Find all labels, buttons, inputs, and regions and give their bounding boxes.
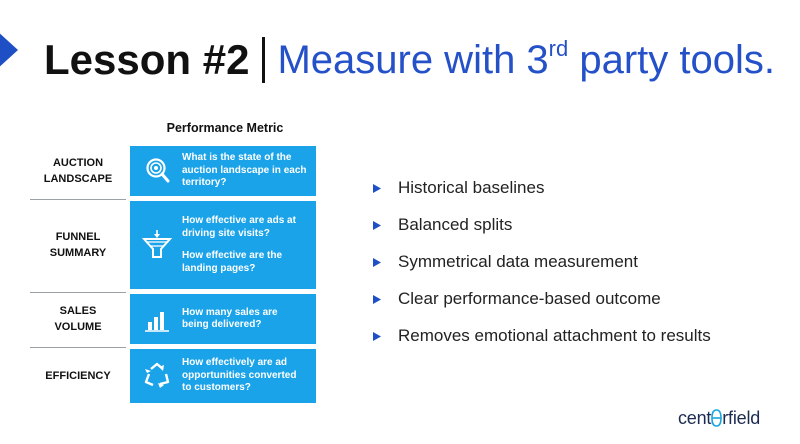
bullet-item bbox=[373, 214, 711, 236]
bullet-item bbox=[373, 325, 711, 347]
logo-e-mark-icon bbox=[711, 409, 722, 427]
page-title bbox=[44, 32, 775, 88]
bullet-arrow-icon bbox=[373, 332, 381, 341]
recycle-icon bbox=[142, 361, 172, 391]
subtitle-post: party tools. bbox=[568, 37, 775, 82]
logo-text-pre: cent bbox=[678, 408, 712, 428]
metric-text-sales: How many sales are being delivered? bbox=[182, 306, 278, 330]
metric-label-efficiency: EFFICIENCY bbox=[45, 370, 111, 382]
metric-box-auction bbox=[130, 146, 316, 196]
metric-label-sales: SALES VOLUME bbox=[54, 305, 102, 333]
corner-arrow-icon bbox=[0, 30, 18, 70]
bullet-text: Symmetrical data measurement bbox=[398, 252, 638, 271]
metric-divider bbox=[30, 347, 126, 348]
magnifier-icon bbox=[142, 156, 172, 186]
subtitle-sup: rd bbox=[548, 36, 569, 62]
bullet-text: Removes emotional attachment to results bbox=[398, 326, 711, 345]
metric-header: Performance Metric bbox=[166, 121, 284, 135]
bullet-item bbox=[373, 288, 711, 310]
metric-text-auction: What is the state of the auction landscape in each territory? bbox=[182, 152, 307, 189]
title-lesson: Lesson #2 bbox=[44, 36, 250, 83]
bullet-item bbox=[373, 251, 711, 273]
metric-box-sales bbox=[130, 294, 316, 344]
centerfield-logo bbox=[678, 408, 760, 429]
title-subtitle bbox=[277, 38, 775, 83]
metric-divider bbox=[30, 292, 126, 293]
metric-label-funnel: FUNNEL SUMMARY bbox=[49, 231, 107, 259]
bullet-text: Clear performance-based outcome bbox=[398, 289, 661, 308]
bullet-text: Balanced splits bbox=[398, 215, 513, 234]
subtitle-pre: Measure with 3 bbox=[277, 37, 549, 82]
metric-divider bbox=[30, 199, 126, 200]
bullet-arrow-icon bbox=[373, 258, 381, 267]
bullet-arrow-icon bbox=[373, 184, 381, 193]
bullet-list bbox=[373, 177, 711, 362]
funnel-icon bbox=[142, 230, 172, 260]
bullet-item bbox=[373, 177, 711, 199]
metric-text-funnel-2: How effective are the landing pages? bbox=[182, 250, 283, 274]
bullet-arrow-icon bbox=[373, 295, 381, 304]
metric-label-auction: AUCTION LANDSCAPE bbox=[43, 157, 113, 185]
title-separator bbox=[262, 37, 265, 83]
bullet-text: Historical baselines bbox=[398, 178, 545, 197]
metric-text-efficiency: How effectively are ad opportunities converted to customers? bbox=[182, 357, 297, 394]
bullet-arrow-icon bbox=[373, 221, 381, 230]
metric-box-efficiency bbox=[130, 349, 316, 403]
metric-text-stack-funnel bbox=[182, 215, 296, 275]
bar-chart-icon bbox=[142, 304, 172, 334]
metric-box-funnel bbox=[130, 201, 316, 289]
logo-text-post: rfield bbox=[722, 408, 761, 428]
metric-text-funnel-1: How effective are ads at driving site visits? bbox=[182, 215, 296, 239]
